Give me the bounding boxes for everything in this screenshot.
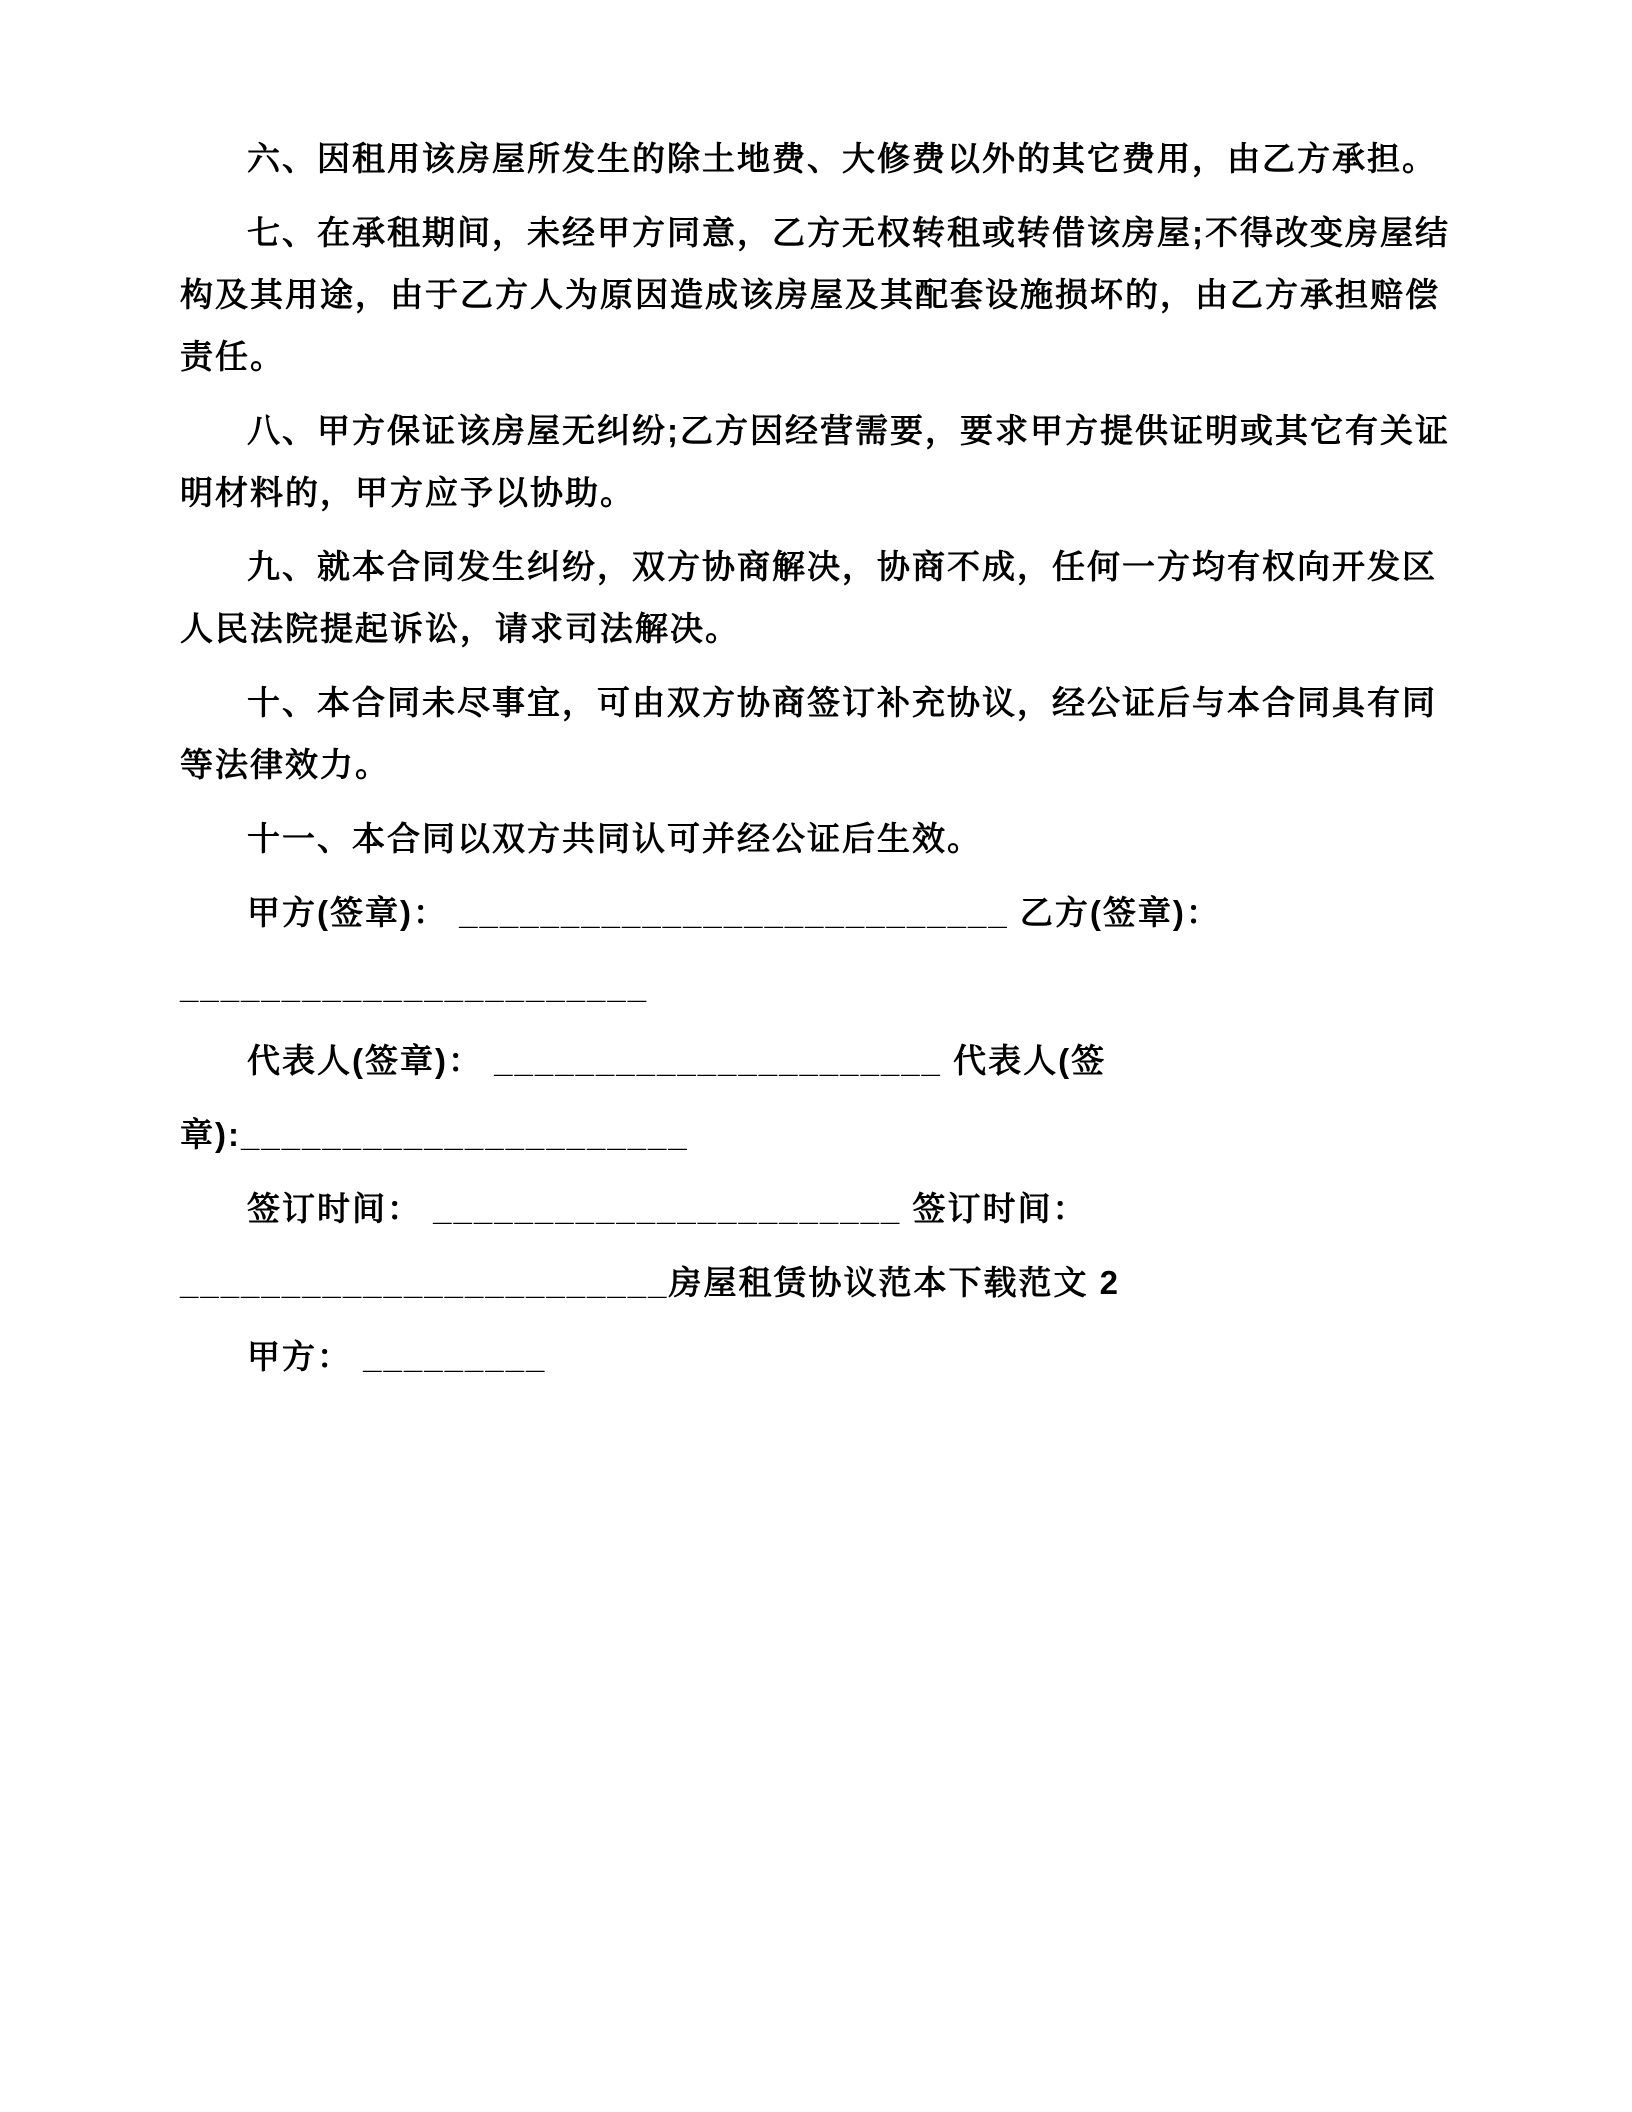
paragraph-clause-8: 八、甲方保证该房屋无纠纷;乙方因经营需要，要求甲方提供证明或其它有关证明材料的，甲方应予以协助。 (180, 412, 1450, 511)
paragraph-clause-9: 九、就本合同发生纠纷，双方协商解决，协商不成，任何一方均有权向开发区人民法院提起诉讼，请求司法解决。 (180, 548, 1437, 647)
signing-date-line: 签订时间： _______________________ 签订时间： (247, 1190, 1088, 1227)
party-a-blank-line: 甲方： _________ (247, 1338, 547, 1375)
paragraph-clause-10: 十、本合同未尽事宜，可由双方协商签订补充协议，经公证后与本合同具有同等法律效力。 (180, 684, 1437, 783)
representative-signature-line: 代表人(签章)： ______________________ 代表人(签 (247, 1042, 1107, 1079)
signature-party-a-b-line: 甲方(签章)： ___________________________ 乙方(签章)： (247, 894, 1221, 931)
paragraph-clause-6: 六、因租用该房屋所发生的除土地费、大修费以外的其它费用，由乙方承担。 (247, 140, 1437, 177)
paragraph-clause-7: 七、在承租期间，未经甲方同意，乙方无权转租或转借该房屋;不得改变房屋结构及其用途，由于乙方人为原因造成该房屋及其配套设施损坏的，由乙方承担赔偿责任。 (180, 214, 1450, 375)
paragraph-clause-11: 十一、本合同以双方共同认可并经公证后生效。 (247, 820, 982, 857)
representative-line-continued: 章):______________________ (180, 1116, 689, 1153)
signing-date-continued-footer: ________________________房屋租赁协议范本下载范文 2 (180, 1264, 1120, 1301)
signature-blank-party-b: _______________________ (180, 968, 649, 1005)
